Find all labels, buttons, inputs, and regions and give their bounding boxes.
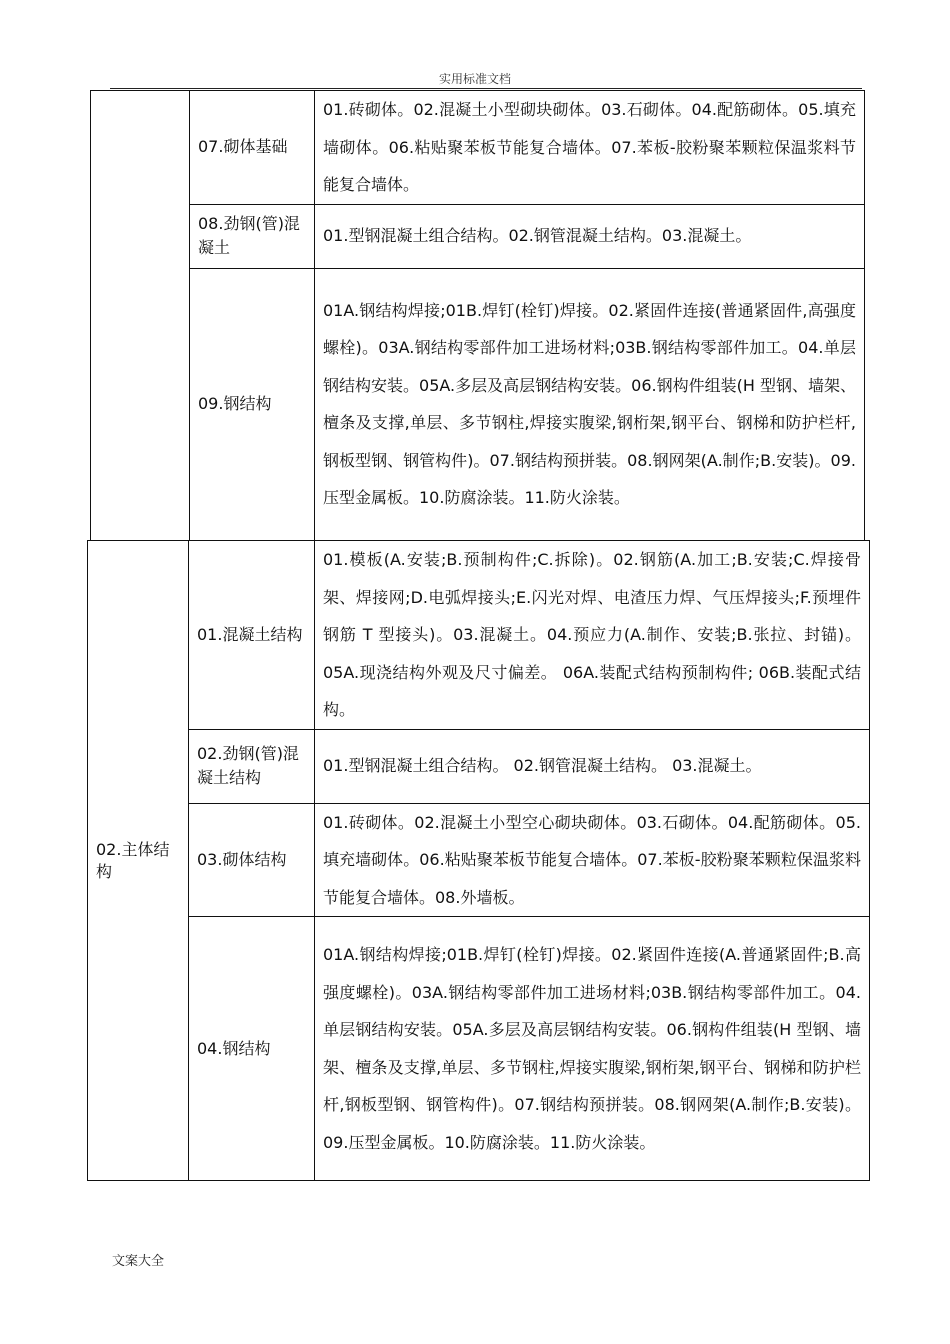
item-cell: 07.砌体基础 — [190, 91, 315, 205]
category-cell-empty — [91, 91, 190, 541]
table-row — [88, 729, 870, 803]
content-cell: 01A.钢结构焊接;01B.焊钉(栓钉)焊接。02.紧固件连接(A.普通紧固件;B.高强度螺栓)。03A.钢结构零部件加工进场材料;03B.钢结构零部件加工。04.单层钢结构安装。05A.多层及高层钢结构安装。06.钢构件组装(H 型钢、墙架、檀条及支撑,单层、多节钢柱,焊接实腹梁,钢桁架,钢平台、钢梯和防护栏杆,钢板型钢、钢管构件)。07.钢结构预拼装。08.钢网架(A.制作;B.安装)。09.压型金属板。10.防腐涂装。11.防火涂装。 — [315, 917, 870, 1181]
table-row — [91, 91, 865, 205]
item-cell: 04.钢结构 — [189, 917, 315, 1181]
content-cell: 01.型钢混凝土组合结构。02.钢管混凝土结构。03.混凝土。 — [315, 204, 865, 268]
content-cell: 01.型钢混凝土组合结构。 02.钢管混凝土结构。 03.混凝土。 — [315, 729, 870, 803]
table-row — [88, 917, 870, 1181]
item-cell: 02.劲钢(管)混凝土结构 — [189, 729, 315, 803]
item-cell: 01.混凝土结构 — [189, 541, 315, 730]
content-cell: 01.砖砌体。02.混凝土小型空心砌块砌体。03.石砌体。04.配筋砌体。05.填充墙砌体。06.粘贴聚苯板节能复合墙体。07.苯板-胶粉聚苯颗粒保温浆料节能复合墙体。08.外墙板。 — [315, 803, 870, 917]
table-row — [91, 268, 865, 540]
table-row — [91, 204, 865, 268]
table-main-structure — [87, 540, 870, 1181]
table-continued — [90, 90, 865, 541]
content-cell: 01.砖砌体。02.混凝土小型砌块砌体。03.石砌体。04.配筋砌体。05.填充墙砌体。06.粘贴聚苯板节能复合墙体。07.苯板-胶粉聚苯颗粒保温浆料节能复合墙体。 — [315, 91, 865, 205]
item-cell: 09.钢结构 — [190, 268, 315, 540]
table-row — [88, 803, 870, 917]
content-cell: 01.模板(A.安装;B.预制构件;C.拆除)。02.钢筋(A.加工;B.安装;C.焊接骨架、焊接网;D.电弧焊接头;E.闪光对焊、电渣压力焊、气压焊接头;F.预埋件钢筋 T 型接头)。03.混凝土。04.预应力(A.制作、安装;B.张拉、封锚)。05A.现浇结构外观及尺寸偏差。 06A.装配式结构预制构件; 06B.装配式结构。 — [315, 541, 870, 730]
page-footer-text: 文案大全 — [112, 1254, 165, 1269]
table-row — [88, 541, 870, 730]
category-cell: 02.主体结构 — [88, 541, 189, 1181]
item-cell: 08.劲钢(管)混凝土 — [190, 204, 315, 268]
content-cell: 01A.钢结构焊接;01B.焊钉(栓钉)焊接。02.紧固件连接(普通紧固件,高强度螺栓)。03A.钢结构零部件加工进场材料;03B.钢结构零部件加工。04.单层钢结构安装。05A.多层及高层钢结构安装。06.钢构件组装(H 型钢、墙架、檀条及支撑,单层、多节钢柱,焊接实腹梁,钢桁架,钢平台、钢梯和防护栏杆,钢板型钢、钢管构件)。07.钢结构预拼装。08.钢网架(A.制作;B.安装)。09.压型金属板。10.防腐涂装。11.防火涂装。 — [315, 268, 865, 540]
page-header-title: 实用标准文档 — [438, 72, 511, 86]
header-rule — [110, 88, 862, 89]
item-cell: 03.砌体结构 — [189, 803, 315, 917]
